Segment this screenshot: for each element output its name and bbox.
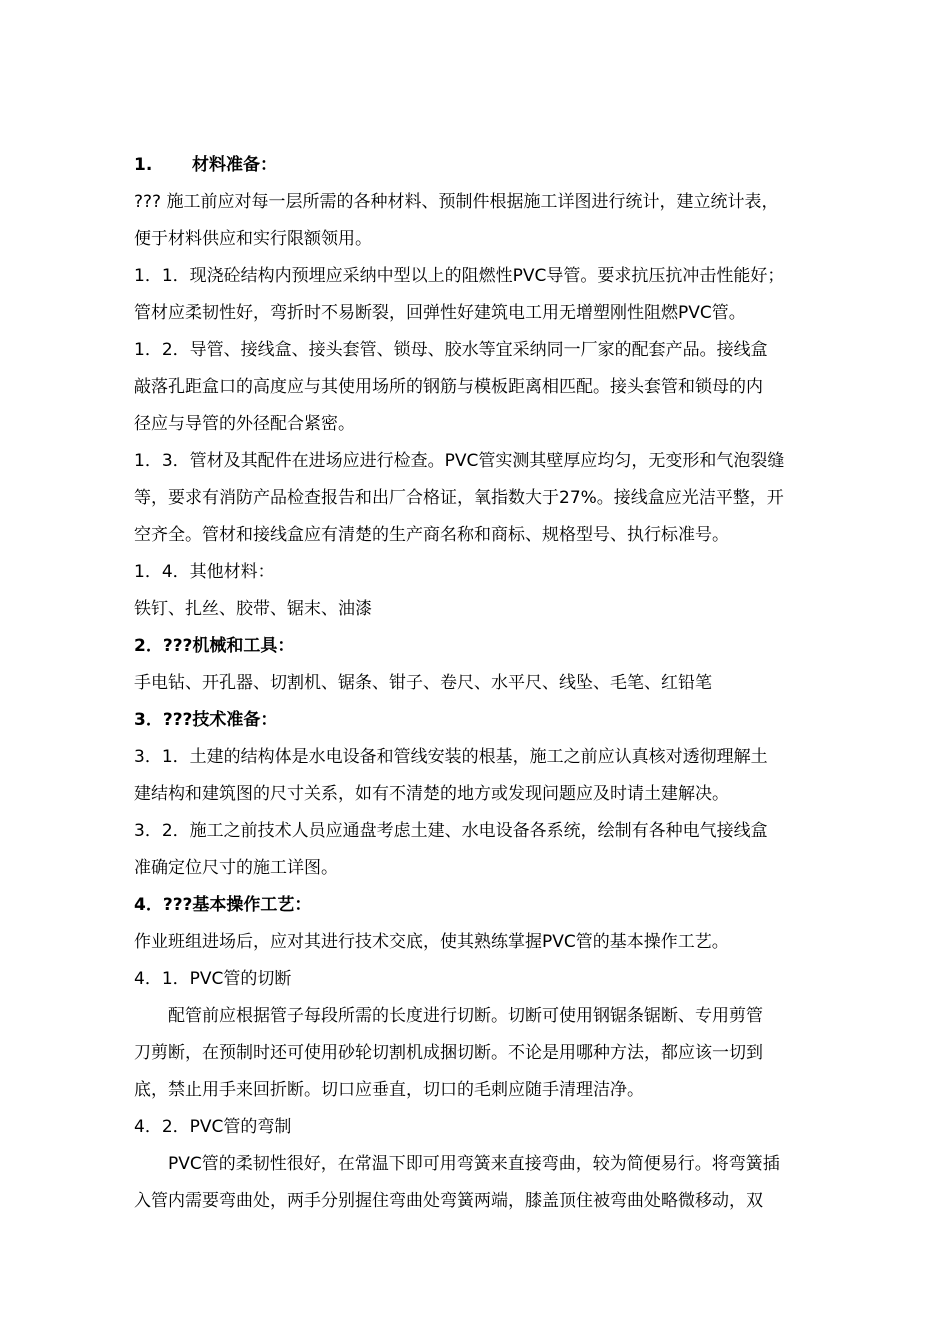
heading-4: 4．???基本操作工艺：	[134, 895, 312, 915]
paragraph-line: 敲落孔距盒口的高度应与其使用场所的钢筋与模板距离相匹配。接头套管和锁母的内	[134, 377, 763, 397]
heading-2: 2．???机械和工具：	[134, 636, 295, 656]
paragraph-line: 3．1．土建的结构体是水电设备和管线安装的根基，施工之前应认真核对透彻理解土	[134, 747, 768, 767]
paragraph-line: ??? 施工前应对每一层所需的各种材料、预制件根据施工详图进行统计，建立统计表，	[134, 192, 779, 212]
paragraph-line: 配管前应根据管子每段所需的长度进行切断。切断可使用钢锯条锯断、专用剪管	[168, 1006, 763, 1026]
paragraph-line: 准确定位尺寸的施工详图。	[134, 858, 338, 878]
heading-3: 3．???技术准备：	[134, 710, 278, 730]
heading-1-number: 1.	[134, 155, 153, 175]
heading-1-text: 材料准备：	[192, 155, 277, 175]
paragraph-line: 刀剪断，在预制时还可使用砂轮切割机成捆切断。不论是用哪种方法，都应该一切到	[134, 1043, 763, 1063]
paragraph-line: 径应与导管的外径配合紧密。	[134, 414, 355, 434]
paragraph-line: 1．2．导管、接线盒、接头套管、锁母、胶水等宜采纳同一厂家的配套产品。接线盒	[134, 340, 768, 360]
paragraph-line: 作业班组进场后，应对其进行技术交底，使其熟练掌握PVC管的基本操作工艺。	[134, 932, 729, 952]
paragraph-line: 等，要求有消防产品检查报告和出厂合格证，氧指数大于27%。接线盒应光洁平整，开	[134, 488, 784, 508]
paragraph-line: 1．3．管材及其配件在进场应进行检查。PVC管实测其壁厚应均匀，无变形和气泡裂缝	[134, 451, 785, 471]
subheading-4-2: 4．2．PVC管的弯制	[134, 1117, 292, 1137]
paragraph-line: 铁钉、扎丝、胶带、锯末、油漆	[134, 599, 372, 619]
subheading-4-1: 4．1．PVC管的切断	[134, 969, 292, 989]
paragraph-line: 便于材料供应和实行限额领用。	[134, 229, 372, 249]
paragraph-line: 入管内需要弯曲处，两手分别握住弯曲处弯簧两端，膝盖顶住被弯曲处略微移动，双	[134, 1191, 763, 1211]
paragraph-line: 3．2．施工之前技术人员应通盘考虑土建、水电设备各系统，绘制有各种电气接线盒	[134, 821, 768, 841]
paragraph-line: 建结构和建筑图的尺寸关系，如有不清楚的地方或发现问题应及时请土建解决。	[134, 784, 729, 804]
paragraph-line: PVC管的柔韧性很好，在常温下即可用弯簧来直接弯曲，较为简便易行。将弯簧插	[168, 1154, 780, 1174]
heading-1	[134, 147, 858, 184]
paragraph-line: 空齐全。管材和接线盒应有清楚的生产商名称和商标、规格型号、执行标准号。	[134, 525, 729, 545]
paragraph-line: 底，禁止用手来回折断。切口应垂直，切口的毛刺应随手清理洁净。	[134, 1080, 644, 1100]
paragraph-line: 1．1．现浇砼结构内预埋应采纳中型以上的阻燃性PVC导管。要求抗压抗冲击性能好；	[134, 266, 785, 286]
paragraph-line: 手电钻、开孔器、切割机、锯条、钳子、卷尺、水平尺、线坠、毛笔、红铅笔	[134, 673, 712, 693]
paragraph-line: 1．4．其他材料：	[134, 562, 275, 582]
paragraph-line: 管材应柔韧性好，弯折时不易断裂，回弹性好建筑电工用无增塑刚性阻燃PVC管。	[134, 303, 746, 323]
document-body	[134, 147, 858, 1220]
